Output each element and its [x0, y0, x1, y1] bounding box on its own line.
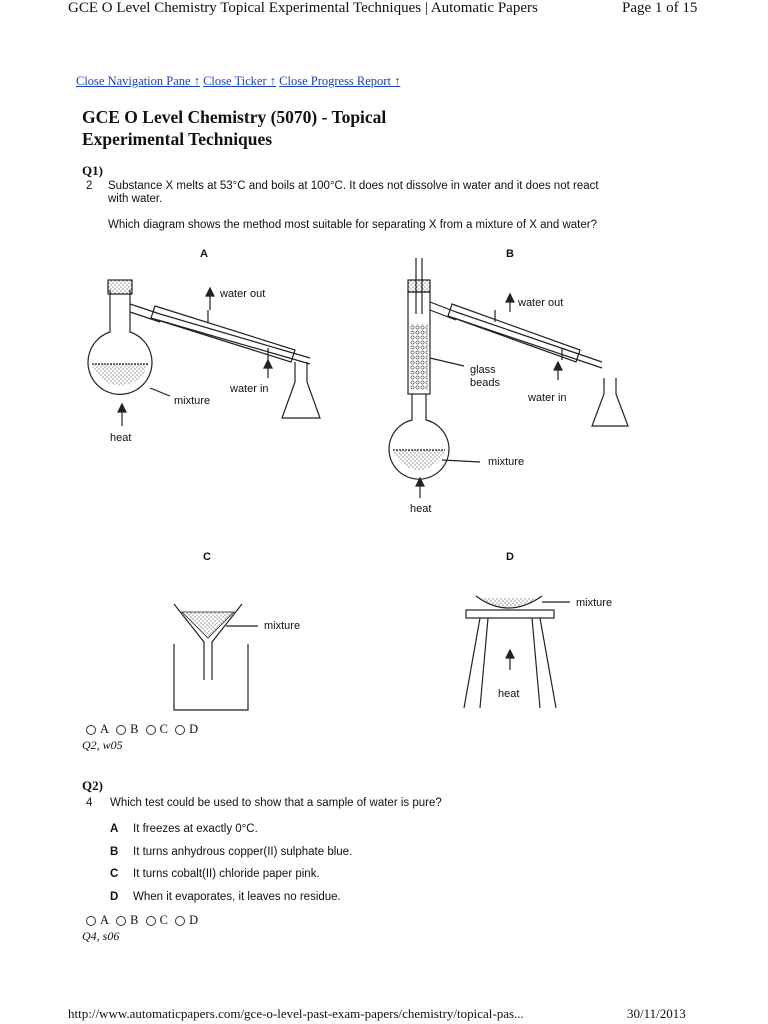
close-navigation-pane-link[interactable]: Close Navigation Pane ↑	[76, 74, 200, 88]
b-side-arm-lower	[430, 310, 456, 320]
radio-icon[interactable]	[86, 916, 96, 926]
q1-option-b[interactable]: B	[116, 722, 138, 737]
diagram-b-beads-label: beads	[470, 377, 500, 389]
diagram-a	[88, 248, 320, 444]
diagram-d-letter: D	[506, 551, 514, 563]
b-water-in-arrowhead	[554, 362, 562, 370]
b-water-out-arrowhead	[506, 294, 514, 302]
side-arm-lower	[130, 312, 160, 322]
page-indicator: Page 1 of 15	[622, 0, 698, 16]
flask-mixture	[92, 364, 148, 385]
radio-icon[interactable]	[86, 725, 96, 735]
diagram-b-letter: B	[506, 248, 514, 260]
q1-stem-line1: Substance X melts at 53°C and boils at 100°C. It does not dissolve in water and it does not react	[108, 180, 599, 192]
diagram-c-letter: C	[203, 551, 211, 563]
tripod-top	[466, 610, 554, 618]
q2-choice-b-text: It turns anhydrous copper(II) sulphate blue.	[133, 846, 353, 858]
q2-reference: Q4, s06	[82, 929, 120, 943]
b-condenser-tube-upper	[456, 312, 602, 362]
q2-option-c[interactable]: C	[146, 913, 168, 928]
q2-number: 4	[86, 797, 93, 809]
basin-mixture	[480, 598, 538, 607]
q2-choice-d-text: When it evaporates, it leaves no residue.	[133, 891, 341, 903]
q1-option-d[interactable]: D	[175, 722, 198, 737]
q2-choice-a-text: It freezes at exactly 0°C.	[133, 823, 258, 835]
diagram-a-heat-label: heat	[110, 432, 132, 444]
beaker	[174, 644, 248, 710]
q1-option-c[interactable]: C	[146, 722, 168, 737]
diagram-b-mixture-label: mixture	[488, 456, 525, 468]
radio-icon[interactable]	[116, 916, 126, 926]
water-out-arrowhead	[206, 288, 214, 296]
tripod-leg-left	[464, 618, 480, 708]
condenser-tube-lower	[158, 320, 310, 364]
diagram-a-letter: A	[200, 248, 208, 260]
q1-number: 2	[86, 180, 93, 192]
q2-label: Q2)	[82, 778, 103, 793]
diagram-b-heat-label: heat	[410, 503, 432, 515]
q1-apparatus-diagrams	[70, 240, 670, 720]
mixture-pointer	[150, 388, 170, 396]
b-conical-flask	[592, 378, 628, 426]
q2-answer-options	[86, 913, 202, 930]
diagram-c	[174, 551, 300, 710]
tripod-leg-back-left	[480, 618, 488, 708]
diagram-b	[389, 248, 628, 515]
diagram-c-mixture-label: mixture	[264, 620, 301, 632]
q2-choice-d-letter: D	[110, 891, 119, 903]
q1-stem-line2: with water.	[108, 193, 163, 205]
diagram-b-water-out-label: water out	[518, 297, 564, 309]
close-ticker-link[interactable]: Close Ticker ↑	[203, 74, 277, 88]
b-mixture-pointer	[442, 460, 480, 462]
q1-label: Q1)	[82, 163, 103, 178]
document-title: GCE O Level Chemistry Topical Experimental Techniques | Automatic Papers	[68, 0, 538, 16]
diagram-a-water-in-label: water in	[230, 383, 269, 395]
nav-links	[76, 74, 400, 89]
d-heat-arrowhead	[506, 650, 514, 658]
conical-flask	[282, 362, 320, 418]
q2-choice-c-letter: C	[110, 868, 119, 880]
water-in-arrowhead	[264, 360, 272, 368]
q2-option-a[interactable]: A	[86, 913, 109, 928]
page-title-line2: Experimental Techniques	[82, 129, 273, 149]
q2-choice-c-text: It turns cobalt(II) chloride paper pink.	[133, 868, 320, 880]
flask-stopper	[108, 280, 132, 294]
heat-arrowhead	[118, 404, 126, 412]
radio-icon[interactable]	[146, 725, 156, 735]
q1-reference: Q2, w05	[82, 738, 123, 752]
q2-option-d[interactable]: D	[175, 913, 198, 928]
page-title	[82, 106, 386, 150]
footer-url: http://www.automaticpapers.com/gce-o-level-past-exam-papers/chemistry/topical-pas...	[68, 1006, 524, 1021]
q2-option-b[interactable]: B	[116, 913, 138, 928]
q1-prompt: Which diagram shows the method most suitable for separating X from a mixture of X and water?	[108, 219, 597, 231]
diagram-a-water-out-label: water out	[220, 288, 266, 300]
diagram-d	[464, 551, 612, 708]
radio-icon[interactable]	[175, 916, 185, 926]
side-arm-upper	[130, 304, 160, 314]
radio-icon[interactable]	[116, 725, 126, 735]
q1-option-a[interactable]: A	[86, 722, 109, 737]
close-progress-report-link[interactable]: Close Progress Report ↑	[279, 74, 401, 88]
glass-beads-pointer	[430, 358, 464, 366]
b-condenser-tube-lower	[454, 318, 602, 368]
q2-choice-b-letter: B	[110, 846, 119, 858]
column-stopper	[408, 280, 430, 292]
diagram-b-water-in-label: water in	[528, 392, 567, 404]
glass-beads	[410, 324, 428, 390]
page-title-line1: GCE O Level Chemistry (5070) - Topical	[82, 107, 387, 127]
diagram-d-heat-label: heat	[498, 688, 520, 700]
radio-icon[interactable]	[175, 725, 185, 735]
diagram-d-mixture-label: mixture	[576, 597, 613, 609]
tripod-leg-right	[540, 618, 556, 708]
q2-choice-a-letter: A	[110, 823, 119, 835]
b-flask-mixture	[393, 450, 445, 470]
q1-answer-options	[86, 722, 202, 739]
tripod-leg-back-right	[532, 618, 540, 708]
condenser-tube-upper	[160, 314, 310, 358]
radio-icon[interactable]	[146, 916, 156, 926]
q2-stem: Which test could be used to show that a sample of water is pure?	[110, 797, 442, 809]
footer-date: 30/11/2013	[627, 1006, 686, 1021]
funnel-mixture	[182, 612, 234, 638]
diagram-a-mixture-label: mixture	[174, 395, 211, 407]
diagram-b-glass-label: glass	[470, 364, 496, 376]
